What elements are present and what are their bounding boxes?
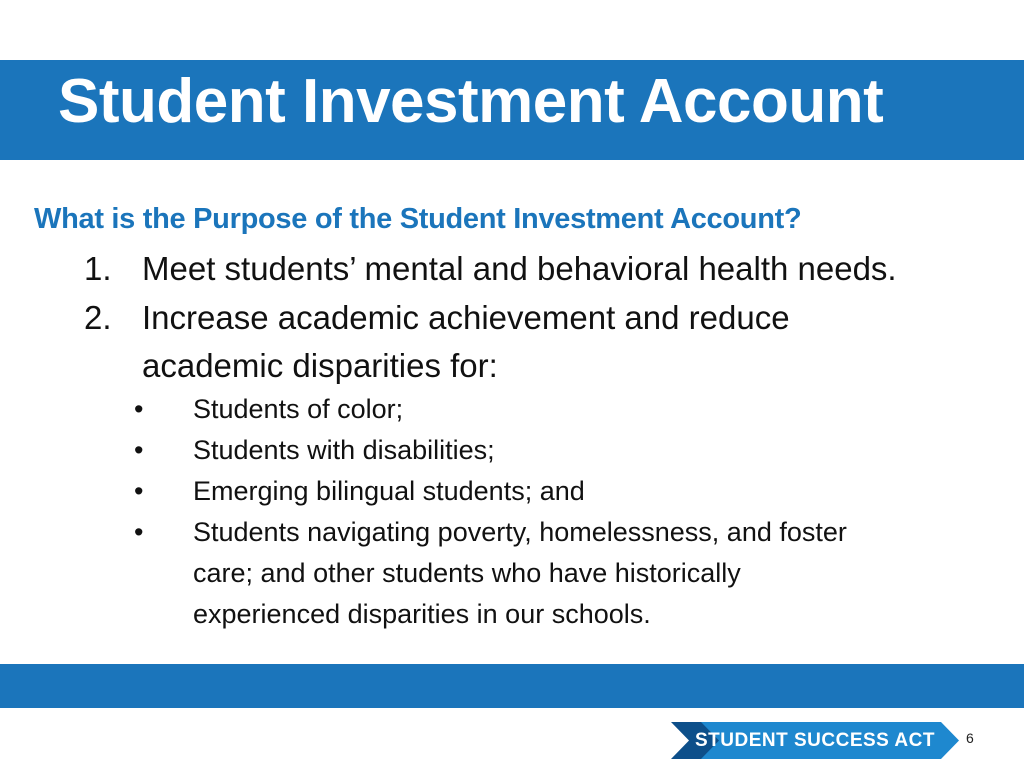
bullet-item-1 [134,394,403,425]
bullet-dot: • [134,394,144,424]
bullet-item-4 [134,517,847,548]
slide-title: Student Investment Account [58,67,884,136]
bullet-text: Students navigating poverty, homelessness, and foster [193,517,847,547]
bullet-text: Students with disabilities; [193,435,495,465]
bullet-text: Students of color; [193,394,404,424]
bullet-item-4-line-2: care; and other students who have historically [193,558,741,588]
bullet-item-2 [134,435,495,466]
student-success-act-logo [671,722,959,759]
item-number: 2. [84,299,112,336]
numbered-item-2 [84,299,790,337]
item-number: 1. [84,250,112,287]
page-number: 6 [966,730,974,746]
logo-text: STUDENT SUCCESS ACT [695,730,935,751]
numbered-item-1 [84,250,897,288]
item-text: Increase academic achievement and reduce [142,299,790,336]
bullet-dot: • [134,476,144,506]
bullet-item-4-line-3: experienced disparities in our schools. [193,599,651,629]
item-text: Meet students’ mental and behavioral health needs. [142,250,897,287]
bullet-dot: • [134,435,144,465]
bullet-text: Emerging bilingual students; and [193,476,585,506]
bullet-dot: • [134,517,144,547]
numbered-item-2-continuation: academic disparities for: [142,347,498,384]
bullet-item-3 [134,476,585,507]
bottom-band [0,664,1024,708]
purpose-question: What is the Purpose of the Student Investment Account? [34,203,802,235]
